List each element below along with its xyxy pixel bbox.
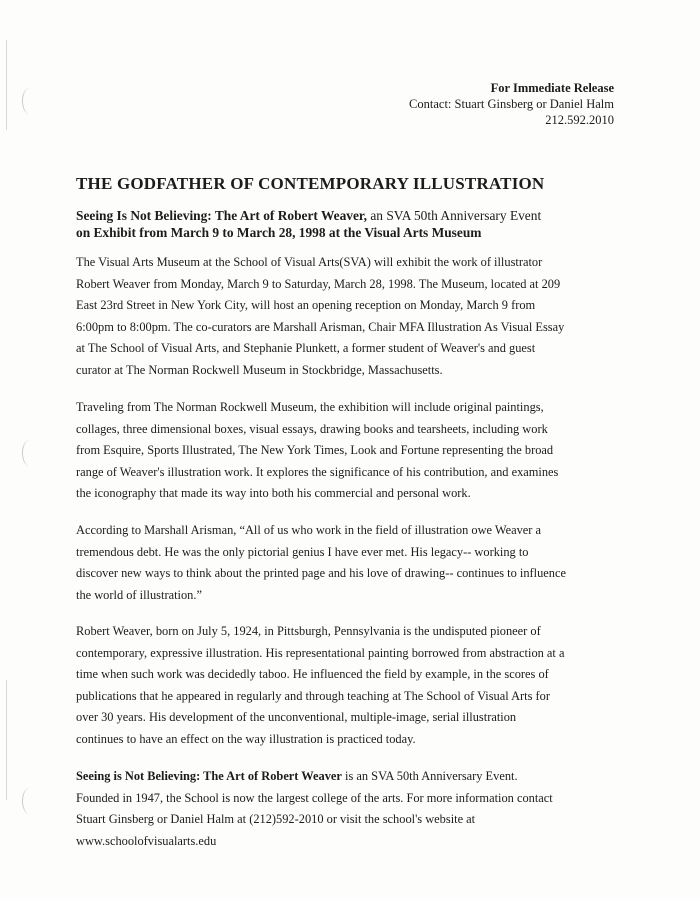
text-line: time when such work was decidedly taboo. He influenced the field by example, in the scores of	[76, 667, 549, 681]
subtitle-exhibit-name: Seeing Is Not Believing: The Art of Robert Weaver,	[76, 208, 367, 223]
text-line: the iconography that made its way into both his commercial and personal work.	[76, 486, 471, 500]
subtitle-event: an SVA 50th Anniversary Event	[366, 208, 542, 223]
text-run: is an SVA 50th Anniversary Event.	[341, 769, 518, 783]
text-line: discover new ways to think about the printed page and his love of drawing-- continues to influence	[76, 566, 566, 580]
release-label: For Immediate Release	[490, 81, 614, 95]
punch-hole-bottom	[22, 788, 37, 814]
text-line: curator at The Norman Rockwell Museum in Stockbridge, Massachusetts.	[76, 362, 443, 377]
text-line: Stuart Ginsberg or Daniel Halm at (212)592-2010 or visit the school's website at	[76, 812, 476, 826]
text-line: range of Weaver's illustration work. It explores the significance of his contribution, and examines	[76, 464, 559, 479]
phone-number: 212.592.2010	[545, 113, 614, 127]
text-line: Robert Weaver from Monday, March 9 to Saturday, March 28, 1998. The Museum, located at 209	[76, 276, 561, 291]
scan-edge-mark	[6, 680, 7, 800]
text-line: the world of illustration.”	[76, 587, 202, 602]
paragraph-weaver-bio	[76, 621, 636, 750]
text-line: 6:00pm to 8:00pm. The co-curators are Marshall Arisman, Chair MFA Illustration As Visual Essay	[76, 319, 565, 334]
paragraph-contact-info	[76, 766, 636, 852]
text-line: over 30 years. His development of the unconventional, multiple-image, serial illustration	[76, 710, 517, 724]
punch-hole-middle	[22, 440, 37, 466]
text-line: contemporary, expressive illustration. His representational painting borrowed from abstraction at a	[76, 645, 565, 660]
text-line: Robert Weaver, born on July 5, 1924, in Pittsburgh, Pennsylvania is the undisputed pioneer of	[76, 624, 541, 638]
paragraph-arisman-quote	[76, 520, 636, 606]
punch-hole-top	[22, 88, 37, 114]
website-url: www.schoolofvisualarts.edu	[76, 833, 217, 848]
text-line: collages, three dimensional boxes, visual essays, drawing books and tearsheets, including work	[76, 421, 548, 436]
text-line: Traveling from The Norman Rockwell Museum, the exhibition will include original paintings,	[76, 400, 544, 414]
text-line: publications that he appeared in regularly and through teaching at The School of Visual Arts for	[76, 688, 550, 703]
text-line: Founded in 1947, the School is now the largest college of the arts. For more information contact	[76, 790, 553, 805]
text-line: The Visual Arts Museum at the School of Visual Arts(SVA) will exhibit the work of illustrator	[76, 255, 543, 269]
text-line: According to Marshall Arisman, “All of us who work in the field of illustration owe Weaver a	[76, 523, 542, 537]
paragraph-exhibition-contents	[76, 397, 636, 505]
text-line: continues to have an effect on the way illustration is practiced today.	[76, 731, 416, 746]
text-line: East 23rd Street in New York City, will host an opening reception on Monday, March 9 from	[76, 298, 536, 312]
text-line: from Esquire, Sports Illustrated, The New York Times, Look and Fortune representing the broad	[76, 443, 554, 457]
page-title: THE GODFATHER OF CONTEMPORARY ILLUSTRATION	[76, 174, 545, 193]
subtitle-dates: on Exhibit from March 9 to March 28, 1998 at the Visual Arts Museum	[76, 225, 482, 240]
subtitle	[76, 207, 636, 241]
contact-line: Contact: Stuart Ginsberg or Daniel Halm	[409, 97, 614, 111]
scan-edge-mark	[6, 40, 7, 130]
exhibit-title-bold: Seeing is Not Believing: The Art of Robert Weaver	[76, 769, 342, 783]
text-line: tremendous debt. He was the only pictorial genius I have ever met. His legacy-- working to	[76, 544, 529, 559]
paragraph-exhibit-announcement	[76, 252, 636, 381]
text-line: at The School of Visual Arts, and Stephanie Plunkett, a former student of Weaver's and guest	[76, 341, 536, 355]
release-header	[409, 80, 614, 128]
